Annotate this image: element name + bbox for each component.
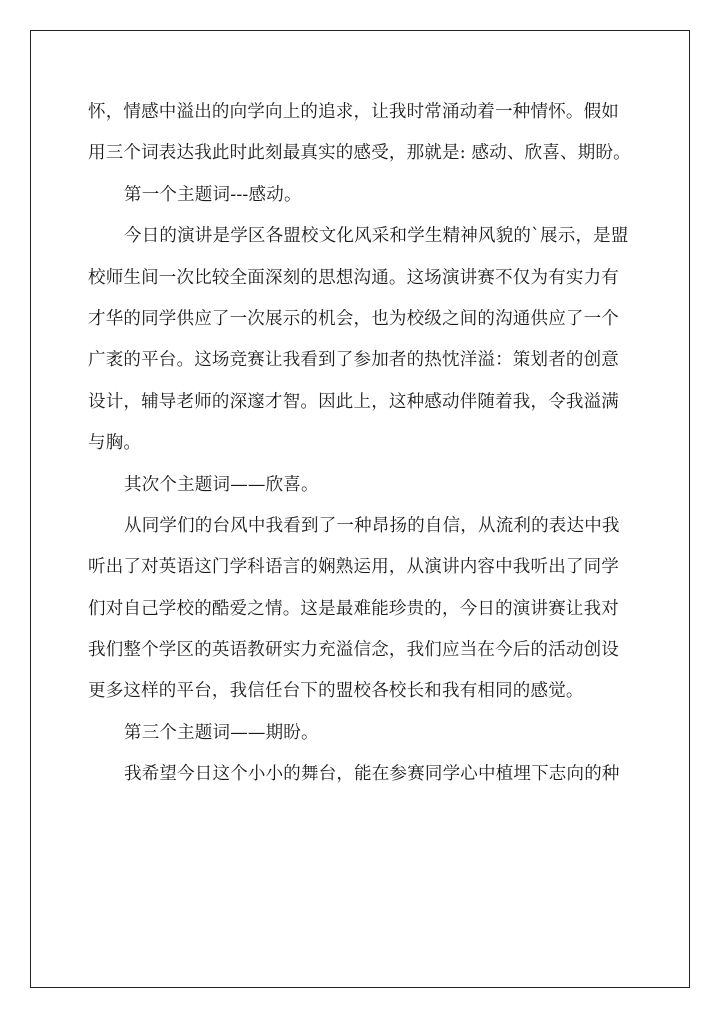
text-line: 更多这样的平台，我信任台下的盟校各校长和我有相同的感觉。 xyxy=(88,681,584,702)
text-line: 用三个词表达我此时此刻最真实的感受，那就是: 感动、欣喜、期盼。 xyxy=(88,143,631,164)
text-line: 今日的演讲是学区各盟校文化风采和学生精神风貌的`展示，是盟 xyxy=(124,226,629,247)
text-line: 设计，辅导老师的深邃才智。因此上，这种感动伴随着我，令我溢满 xyxy=(88,391,619,412)
text-line: 广袤的平台。这场竞赛让我看到了参加者的热忱洋溢：策划者的创意 xyxy=(88,350,619,371)
text-line: 校师生间一次比较全面深刻的思想沟通。这场演讲赛不仅为有实力有 xyxy=(88,267,619,288)
text-line: 从同学们的台风中我看到了一种昂扬的自信，从流利的表达中我 xyxy=(124,515,620,536)
text-line: 我们整个学区的英语教研实力充溢信念，我们应当在今后的活动创设 xyxy=(88,640,619,661)
heading-theme-3: 第三个主题词——期盼。 xyxy=(124,722,319,743)
text-line: 们对自己学校的酷爱之情。这是最难能珍贵的，今日的演讲赛让我对 xyxy=(88,598,619,619)
text-line: 才华的同学供应了一次展示的机会，也为校级之间的沟通供应了一个 xyxy=(88,308,619,329)
text-line: 与胸。 xyxy=(88,433,142,454)
document-body xyxy=(88,92,636,796)
heading-theme-2: 其次个主题词——欣喜。 xyxy=(124,474,319,495)
text-line: 听出了对英语这门学科语言的娴熟运用，从演讲内容中我听出了同学 xyxy=(88,557,619,578)
text-line: 怀，情感中溢出的向学向上的追求，让我时常涌动着一种情怀。假如 xyxy=(88,102,619,122)
heading-theme-1: 第一个主题词---感动。 xyxy=(124,184,302,205)
text-line: 我希望今日这个小小的舞台，能在参赛同学心中植埋下志向的种 xyxy=(124,764,620,785)
